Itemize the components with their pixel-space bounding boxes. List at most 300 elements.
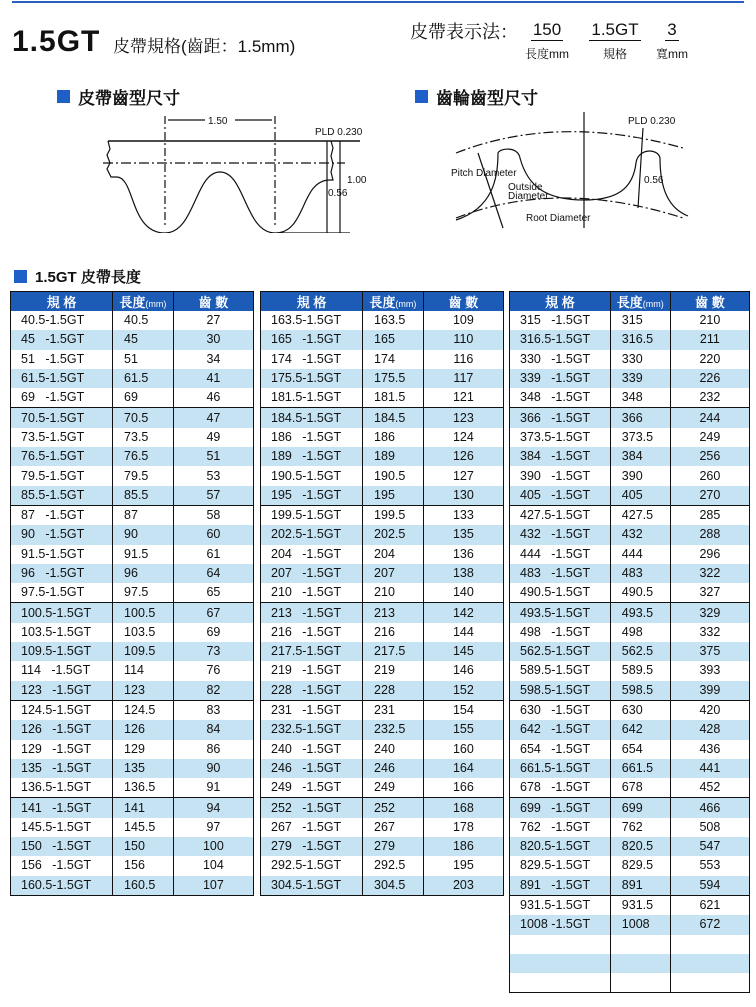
teeth-cell: 244 xyxy=(670,408,749,428)
length-cell: 427.5 xyxy=(610,505,670,525)
table-row xyxy=(11,661,254,680)
teeth-cell: 64 xyxy=(173,564,253,583)
length-cell: 174 xyxy=(363,350,424,369)
length-cell: 390 xyxy=(610,466,670,485)
table-row xyxy=(261,408,504,428)
pulley-pld-dimension: PLD 0.230 xyxy=(628,116,676,127)
table-row xyxy=(510,856,750,875)
table-row xyxy=(510,915,750,934)
spec-cell: 315 -1.5GT xyxy=(510,311,611,330)
bullet-square-icon xyxy=(415,90,428,103)
spec-cell: 45 -1.5GT xyxy=(11,330,113,349)
table-row xyxy=(261,856,504,875)
spec-cell: 174 -1.5GT xyxy=(261,350,363,369)
length-cell: 405 xyxy=(610,486,670,506)
spec-cell: 231 -1.5GT xyxy=(261,700,363,720)
teeth-cell: 420 xyxy=(670,700,749,720)
teeth-cell: 178 xyxy=(423,818,503,837)
length-cell: 384 xyxy=(610,447,670,466)
table-row xyxy=(11,447,254,466)
spec-cell: 91.5-1.5GT xyxy=(11,545,113,564)
teeth-cell: 67 xyxy=(173,603,253,623)
teeth-cell: 166 xyxy=(423,778,503,798)
teeth-cell: 332 xyxy=(670,623,749,642)
length-cell: 85.5 xyxy=(113,486,174,506)
length-cell: 202.5 xyxy=(363,525,424,544)
page-subtitle: 皮帶規格(齒距：1.5mm) xyxy=(113,37,296,56)
teeth-cell: 288 xyxy=(670,525,749,544)
spec-cell: 427.5-1.5GT xyxy=(510,505,611,525)
length-cell: 366 xyxy=(610,408,670,428)
spec-cell: 498 -1.5GT xyxy=(510,623,611,642)
table-row xyxy=(510,720,750,739)
col-teeth: 齒 數 xyxy=(423,292,503,312)
outside-diameter-label-2: Diameter xyxy=(508,191,549,202)
spec-cell: 181.5-1.5GT xyxy=(261,388,363,408)
table-row xyxy=(261,330,504,349)
teeth-cell: 34 xyxy=(173,350,253,369)
length-cell: 1008 xyxy=(610,915,670,934)
spec-cell: 97.5-1.5GT xyxy=(11,583,113,603)
spec-cell: 292.5-1.5GT xyxy=(261,856,363,875)
teeth-cell: 126 xyxy=(423,447,503,466)
length-cell: 114 xyxy=(113,661,174,680)
table-row xyxy=(510,759,750,778)
teeth-cell: 168 xyxy=(423,798,503,818)
length-cell: 40.5 xyxy=(113,311,174,330)
table-row xyxy=(11,428,254,447)
table-row xyxy=(261,700,504,720)
spec-cell: 316.5-1.5GT xyxy=(510,330,611,349)
length-cell: 73.5 xyxy=(113,428,174,447)
col-length: 長度(mm) xyxy=(363,292,424,312)
teeth-cell: 49 xyxy=(173,428,253,447)
length-cell: 589.5 xyxy=(610,661,670,680)
teeth-cell: 296 xyxy=(670,545,749,564)
teeth-cell: 226 xyxy=(670,369,749,388)
spec-cell: 69 -1.5GT xyxy=(11,388,113,408)
length-cell: 216 xyxy=(363,623,424,642)
table-row xyxy=(261,778,504,798)
table-row xyxy=(261,525,504,544)
table-row xyxy=(11,311,254,330)
teeth-cell: 58 xyxy=(173,505,253,525)
spec-cell: 145.5-1.5GT xyxy=(11,818,113,837)
length-cell: 199.5 xyxy=(363,505,424,525)
table-row xyxy=(261,486,504,506)
length-cell: 315 xyxy=(610,311,670,330)
length-table-3 xyxy=(509,291,750,993)
table-row xyxy=(261,837,504,856)
teeth-cell xyxy=(670,954,749,973)
length-cell: 123 xyxy=(113,681,174,701)
length-cell: 184.5 xyxy=(363,408,424,428)
length-cell: 240 xyxy=(363,740,424,759)
spec-cell: 114 -1.5GT xyxy=(11,661,113,680)
table-row xyxy=(510,447,750,466)
spec-cell: 141 -1.5GT xyxy=(11,798,113,818)
length-cell: 217.5 xyxy=(363,642,424,661)
teeth-cell: 322 xyxy=(670,564,749,583)
teeth-cell: 144 xyxy=(423,623,503,642)
spec-cell: 217.5-1.5GT xyxy=(261,642,363,661)
table-row xyxy=(11,408,254,428)
length-cell: 189 xyxy=(363,447,424,466)
table-row xyxy=(11,623,254,642)
bullet-square-icon xyxy=(14,270,27,283)
length-cell: 136.5 xyxy=(113,778,174,798)
spec-cell: 279 -1.5GT xyxy=(261,837,363,856)
pitch-diameter-label: Pitch Diameter xyxy=(451,168,517,179)
table-row xyxy=(11,466,254,485)
spec-cell: 589.5-1.5GT xyxy=(510,661,611,680)
table-row xyxy=(261,505,504,525)
table-row xyxy=(261,642,504,661)
spec-cell: 232.5-1.5GT xyxy=(261,720,363,739)
pulley-tooth-dimension: 0.56 xyxy=(644,175,664,186)
teeth-cell: 436 xyxy=(670,740,749,759)
length-cell: 79.5 xyxy=(113,466,174,485)
length-cell: 219 xyxy=(363,661,424,680)
teeth-cell: 121 xyxy=(423,388,503,408)
table-header xyxy=(11,292,254,312)
teeth-cell: 399 xyxy=(670,681,749,701)
spec-cell: 70.5-1.5GT xyxy=(11,408,113,428)
table-row xyxy=(11,700,254,720)
table-row xyxy=(510,700,750,720)
spec-cell: 931.5-1.5GT xyxy=(510,895,611,915)
teeth-cell: 107 xyxy=(173,876,253,896)
spec-cell: 891 -1.5GT xyxy=(510,876,611,896)
teeth-cell: 76 xyxy=(173,661,253,680)
teeth-cell: 123 xyxy=(423,408,503,428)
table-row xyxy=(510,740,750,759)
length-cell: 124.5 xyxy=(113,700,174,720)
teeth-cell: 152 xyxy=(423,681,503,701)
teeth-cell: 86 xyxy=(173,740,253,759)
teeth-cell: 69 xyxy=(173,623,253,642)
length-cell: 210 xyxy=(363,583,424,603)
table-row xyxy=(510,408,750,428)
length-cell: 109.5 xyxy=(113,642,174,661)
table-row xyxy=(261,740,504,759)
teeth-cell: 210 xyxy=(670,311,749,330)
table-row xyxy=(11,564,254,583)
spec-cell: 330 -1.5GT xyxy=(510,350,611,369)
col-spec: 規 格 xyxy=(11,292,113,312)
spec-cell: 829.5-1.5GT xyxy=(510,856,611,875)
length-cell: 97.5 xyxy=(113,583,174,603)
table-row xyxy=(510,583,750,603)
length-cell xyxy=(610,973,670,993)
teeth-cell: 47 xyxy=(173,408,253,428)
length-cell: 90 xyxy=(113,525,174,544)
spec-cell: 598.5-1.5GT xyxy=(510,681,611,701)
table-row xyxy=(11,720,254,739)
table-row xyxy=(11,350,254,369)
root-diameter-label: Root Diameter xyxy=(526,213,591,224)
length-cell: 252 xyxy=(363,798,424,818)
table-row xyxy=(510,603,750,623)
length-cell: 70.5 xyxy=(113,408,174,428)
teeth-cell: 41 xyxy=(173,369,253,388)
table-row xyxy=(510,369,750,388)
teeth-cell: 329 xyxy=(670,603,749,623)
spec-cell: 195 -1.5GT xyxy=(261,486,363,506)
table-row xyxy=(510,935,750,954)
table-row xyxy=(510,311,750,330)
length-cell: 45 xyxy=(113,330,174,349)
spec-cell: 150 -1.5GT xyxy=(11,837,113,856)
table-row xyxy=(510,973,750,993)
teeth-cell: 82 xyxy=(173,681,253,701)
length-cell: 51 xyxy=(113,350,174,369)
spec-cell xyxy=(510,935,611,954)
length-cell: 87 xyxy=(113,505,174,525)
teeth-cell: 203 xyxy=(423,876,503,896)
table-row xyxy=(11,759,254,778)
spec-cell: 432 -1.5GT xyxy=(510,525,611,544)
spec-cell: 699 -1.5GT xyxy=(510,798,611,818)
length-cell xyxy=(610,954,670,973)
table-row xyxy=(261,798,504,818)
spec-cell: 820.5-1.5GT xyxy=(510,837,611,856)
table-row xyxy=(261,603,504,623)
length-cell: 820.5 xyxy=(610,837,670,856)
table-row xyxy=(510,895,750,915)
table-row xyxy=(510,505,750,525)
length-cell: 699 xyxy=(610,798,670,818)
col-spec: 規 格 xyxy=(510,292,611,312)
length-cell: 316.5 xyxy=(610,330,670,349)
spec-cell: 228 -1.5GT xyxy=(261,681,363,701)
table-row xyxy=(510,564,750,583)
length-cell: 483 xyxy=(610,564,670,583)
table-row xyxy=(261,311,504,330)
spec-cell: 390 -1.5GT xyxy=(510,466,611,485)
teeth-cell: 138 xyxy=(423,564,503,583)
teeth-cell: 51 xyxy=(173,447,253,466)
teeth-cell: 100 xyxy=(173,837,253,856)
table-row xyxy=(510,876,750,896)
teeth-cell: 30 xyxy=(173,330,253,349)
table-row xyxy=(261,759,504,778)
table-row xyxy=(261,564,504,583)
teeth-cell: 94 xyxy=(173,798,253,818)
teeth-cell: 621 xyxy=(670,895,749,915)
teeth-cell: 84 xyxy=(173,720,253,739)
teeth-cell: 65 xyxy=(173,583,253,603)
spec-cell: 109.5-1.5GT xyxy=(11,642,113,661)
spec-cell: 126 -1.5GT xyxy=(11,720,113,739)
length-cell: 69 xyxy=(113,388,174,408)
table-row xyxy=(261,720,504,739)
spec-cell: 160.5-1.5GT xyxy=(11,876,113,896)
length-cell: 630 xyxy=(610,700,670,720)
col-teeth: 齒 數 xyxy=(670,292,749,312)
length-cell: 279 xyxy=(363,837,424,856)
teeth-cell: 53 xyxy=(173,466,253,485)
length-cell: 246 xyxy=(363,759,424,778)
length-cell: 373.5 xyxy=(610,428,670,447)
teeth-cell: 117 xyxy=(423,369,503,388)
spec-cell: 90 -1.5GT xyxy=(11,525,113,544)
spec-cell: 87 -1.5GT xyxy=(11,505,113,525)
teeth-cell: 110 xyxy=(423,330,503,349)
length-cell: 135 xyxy=(113,759,174,778)
length-cell: 181.5 xyxy=(363,388,424,408)
teeth-cell: 145 xyxy=(423,642,503,661)
length-cell: 562.5 xyxy=(610,642,670,661)
spec-cell: 246 -1.5GT xyxy=(261,759,363,778)
length-cell: 150 xyxy=(113,837,174,856)
length-cell: 195 xyxy=(363,486,424,506)
table-row xyxy=(261,388,504,408)
teeth-cell: 46 xyxy=(173,388,253,408)
length-cell: 100.5 xyxy=(113,603,174,623)
table-row xyxy=(11,330,254,349)
length-cell: 91.5 xyxy=(113,545,174,564)
table-row xyxy=(510,350,750,369)
spec-cell: 184.5-1.5GT xyxy=(261,408,363,428)
teeth-cell: 285 xyxy=(670,505,749,525)
table-row xyxy=(510,642,750,661)
table-row xyxy=(261,818,504,837)
belt-lengths-heading: 1.5GT 皮帶長度 xyxy=(14,266,141,287)
table-row xyxy=(261,545,504,564)
spec-cell: 642 -1.5GT xyxy=(510,720,611,739)
table-row xyxy=(261,369,504,388)
spec-cell: 216 -1.5GT xyxy=(261,623,363,642)
spec-cell: 210 -1.5GT xyxy=(261,583,363,603)
belt-tooth-diagram xyxy=(95,108,375,233)
teeth-cell xyxy=(670,973,749,993)
teeth-cell: 466 xyxy=(670,798,749,818)
table-row xyxy=(261,623,504,642)
spec-cell: 199.5-1.5GT xyxy=(261,505,363,525)
teeth-cell: 186 xyxy=(423,837,503,856)
table-row xyxy=(11,525,254,544)
spec-cell: 366 -1.5GT xyxy=(510,408,611,428)
teeth-cell: 140 xyxy=(423,583,503,603)
col-teeth: 齒 數 xyxy=(173,292,253,312)
table-row xyxy=(261,447,504,466)
teeth-cell: 136 xyxy=(423,545,503,564)
teeth-cell: 452 xyxy=(670,778,749,798)
length-cell: 126 xyxy=(113,720,174,739)
spec-cell: 190.5-1.5GT xyxy=(261,466,363,485)
table-row xyxy=(11,798,254,818)
length-cell: 762 xyxy=(610,818,670,837)
length-cell: 213 xyxy=(363,603,424,623)
teeth-cell: 90 xyxy=(173,759,253,778)
teeth-cell: 154 xyxy=(423,700,503,720)
page-title: 1.5GT xyxy=(12,25,101,58)
teeth-cell: 270 xyxy=(670,486,749,506)
length-cell: 829.5 xyxy=(610,856,670,875)
table-row xyxy=(11,876,254,896)
table-row xyxy=(510,681,750,701)
spec-cell: 103.5-1.5GT xyxy=(11,623,113,642)
spec-cell: 490.5-1.5GT xyxy=(510,583,611,603)
length-cell: 231 xyxy=(363,700,424,720)
spec-cell: 373.5-1.5GT xyxy=(510,428,611,447)
table-row xyxy=(510,623,750,642)
teeth-cell: 135 xyxy=(423,525,503,544)
notation-label: 皮帶表示法： xyxy=(410,22,518,42)
pulley-profile-heading: 齒輪齒型尺寸 xyxy=(415,84,538,109)
teeth-cell: 441 xyxy=(670,759,749,778)
spec-cell xyxy=(510,973,611,993)
spec-cell xyxy=(510,954,611,973)
teeth-cell: 260 xyxy=(670,466,749,485)
length-cell: 145.5 xyxy=(113,818,174,837)
spec-cell: 219 -1.5GT xyxy=(261,661,363,680)
length-cell: 96 xyxy=(113,564,174,583)
teeth-cell: 127 xyxy=(423,466,503,485)
teeth-cell: 130 xyxy=(423,486,503,506)
length-cell: 204 xyxy=(363,545,424,564)
length-cell: 160.5 xyxy=(113,876,174,896)
length-cell: 292.5 xyxy=(363,856,424,875)
teeth-cell: 508 xyxy=(670,818,749,837)
spec-cell: 444 -1.5GT xyxy=(510,545,611,564)
spec-cell: 493.5-1.5GT xyxy=(510,603,611,623)
length-cell: 232.5 xyxy=(363,720,424,739)
teeth-cell: 327 xyxy=(670,583,749,603)
table-row xyxy=(11,818,254,837)
length-table-1 xyxy=(10,291,254,896)
spec-cell: 129 -1.5GT xyxy=(11,740,113,759)
spec-cell: 100.5-1.5GT xyxy=(11,603,113,623)
spec-cell: 339 -1.5GT xyxy=(510,369,611,388)
teeth-cell: 97 xyxy=(173,818,253,837)
length-cell: 330 xyxy=(610,350,670,369)
length-cell: 654 xyxy=(610,740,670,759)
spec-cell: 85.5-1.5GT xyxy=(11,486,113,506)
spec-cell: 40.5-1.5GT xyxy=(11,311,113,330)
teeth-cell: 211 xyxy=(670,330,749,349)
spec-cell: 630 -1.5GT xyxy=(510,700,611,720)
notation-type: 1.5GT 規格 xyxy=(591,20,639,61)
length-cell: 661.5 xyxy=(610,759,670,778)
spec-cell: 136.5-1.5GT xyxy=(11,778,113,798)
spec-cell: 156 -1.5GT xyxy=(11,856,113,875)
table-row xyxy=(11,545,254,564)
spec-cell: 654 -1.5GT xyxy=(510,740,611,759)
teeth-cell: 73 xyxy=(173,642,253,661)
teeth-cell: 60 xyxy=(173,525,253,544)
spec-cell: 267 -1.5GT xyxy=(261,818,363,837)
teeth-cell: 142 xyxy=(423,603,503,623)
table-row xyxy=(510,661,750,680)
spec-cell: 762 -1.5GT xyxy=(510,818,611,837)
teeth-cell: 155 xyxy=(423,720,503,739)
teeth-cell: 547 xyxy=(670,837,749,856)
table-header xyxy=(510,292,750,312)
teeth-cell xyxy=(670,935,749,954)
spec-cell: 79.5-1.5GT xyxy=(11,466,113,485)
table-row xyxy=(510,466,750,485)
teeth-cell: 195 xyxy=(423,856,503,875)
table-row xyxy=(261,466,504,485)
table-row xyxy=(11,837,254,856)
spec-cell: 186 -1.5GT xyxy=(261,428,363,447)
length-cell: 891 xyxy=(610,876,670,896)
length-cell: 249 xyxy=(363,778,424,798)
teeth-cell: 91 xyxy=(173,778,253,798)
length-cell: 156 xyxy=(113,856,174,875)
